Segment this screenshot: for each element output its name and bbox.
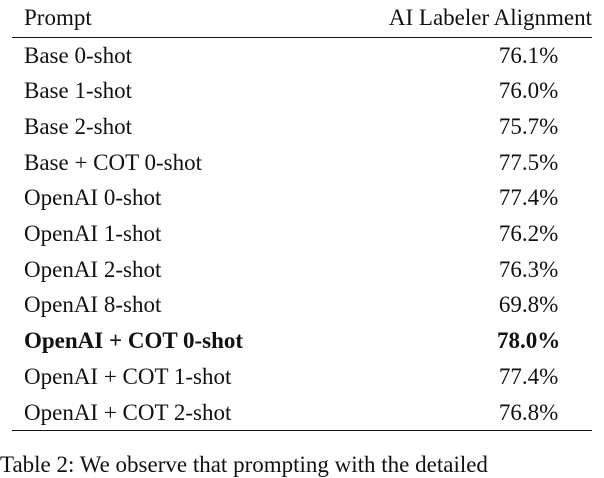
cell-alignment: 76.2% [498, 221, 559, 247]
table-row [12, 109, 592, 145]
cell-prompt: Base 2-shot [24, 113, 132, 139]
results-table-container [12, 0, 592, 431]
cell-prompt: OpenAI 2-shot [24, 256, 162, 282]
cell-alignment: 78.0% [497, 328, 561, 354]
table-row [12, 73, 592, 109]
cell-prompt: Base + COT 0-shot [24, 149, 203, 175]
cell-prompt: OpenAI + COT 1-shot [24, 363, 232, 389]
header-ai-labeler-alignment: AI Labeler Alignment [388, 5, 592, 31]
cell-alignment: 76.3% [498, 256, 559, 282]
cell-prompt: OpenAI 0-shot [24, 185, 162, 211]
table-row [12, 37, 592, 73]
cell-alignment: 77.4% [498, 185, 559, 211]
table-row [12, 252, 592, 288]
header-prompt: Prompt [24, 5, 92, 31]
table-caption: Table 2: We observe that prompting with the detailed [0, 452, 488, 477]
table-row [12, 145, 592, 181]
results-table [12, 0, 592, 431]
table-row [12, 287, 592, 323]
cell-prompt: OpenAI + COT 2-shot [24, 399, 232, 425]
cell-alignment: 69.8% [498, 292, 559, 318]
table-body [12, 37, 592, 431]
cell-prompt: OpenAI 8-shot [24, 292, 162, 318]
cell-alignment: 77.4% [498, 363, 559, 389]
table-row [12, 359, 592, 395]
cell-prompt: OpenAI + COT 0-shot [24, 328, 244, 354]
cell-alignment: 76.1% [498, 42, 559, 68]
table-row [12, 395, 592, 431]
cell-alignment: 77.5% [498, 149, 559, 175]
table-row [12, 216, 592, 252]
table-row [12, 323, 592, 359]
table-header-row [12, 0, 592, 37]
cell-alignment: 76.0% [498, 78, 559, 104]
cell-alignment: 76.8% [498, 399, 559, 425]
cell-alignment: 75.7% [498, 113, 559, 139]
cell-prompt: Base 0-shot [24, 42, 132, 68]
table-row [12, 180, 592, 216]
cell-prompt: OpenAI 1-shot [24, 221, 162, 247]
cell-prompt: Base 1-shot [24, 78, 132, 104]
